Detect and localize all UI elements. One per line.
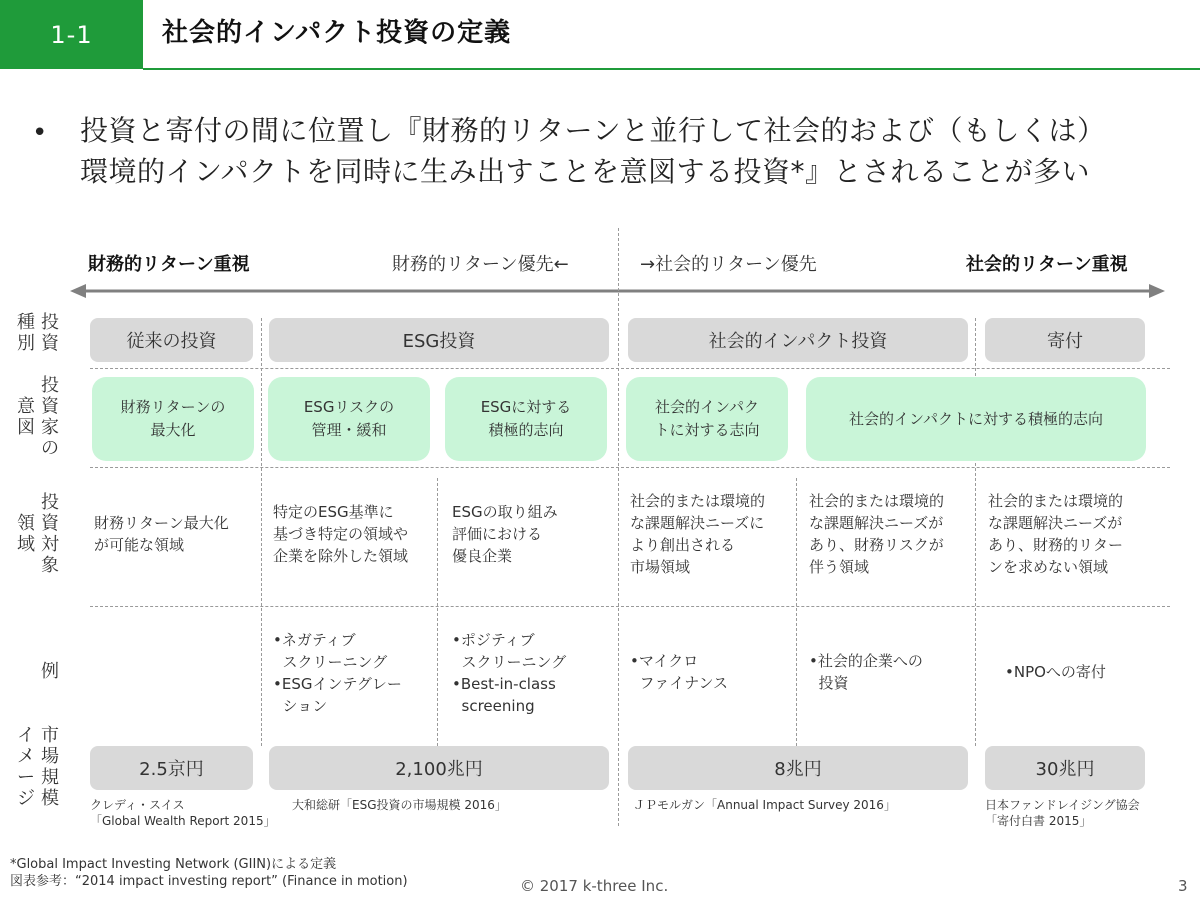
type-donation: 寄付	[985, 318, 1145, 362]
row-divider	[90, 467, 1170, 468]
intent-social-impact-positive: 社会的インパクトに対する積極的志向	[806, 377, 1146, 461]
column-divider	[261, 318, 262, 746]
example-text: •ポジティブ スクリーニング •Best-in-class screening	[452, 631, 567, 715]
section-number-badge: 1-1	[0, 0, 143, 69]
title-underline	[143, 68, 1200, 70]
row-label-type-col1: 投 資	[41, 312, 59, 354]
type-traditional: 従来の投資	[90, 318, 253, 362]
page-title: 社会的インパクト投資の定義	[162, 18, 512, 48]
example-text: •マイクロ ファイナンス	[630, 652, 729, 692]
intent-esg-positive: ESGに対する 積極的志向	[445, 377, 607, 461]
market-size-impact: 8兆円	[628, 746, 968, 790]
market-size-traditional: 2.5京円	[90, 746, 253, 790]
example-text: •NPOへの寄付	[1005, 663, 1106, 681]
spectrum-right-mid: →社会的リターン優先	[640, 254, 817, 275]
bullet-line-1: 投資と寄付の間に位置し『財務的リターンと並行して社会的および（もしくは）	[80, 114, 1106, 147]
target-text: ESGの取り組み 評価における 優良企業	[452, 503, 558, 565]
footnote-definition: *Global Impact Investing Network (GIIN)による定義	[10, 857, 337, 872]
column-divider	[796, 478, 797, 746]
source-note: 大和総研「ESG投資の市場規模 2016」	[292, 798, 507, 812]
center-divider	[618, 228, 619, 826]
bullet-line-2: 環境的インパクトを同時に生み出すことを意図する投資*』とされることが多い	[80, 155, 1091, 188]
row-label-target-col2: 領 域	[17, 513, 35, 555]
target-text: 社会的または環境的 な課題解決ニーズが あり、財務リスクが 伴う領域	[809, 492, 945, 576]
bullet-text	[80, 110, 1190, 192]
footnote-reference: 図表参考：“2014 impact investing report” (Finance in motion)	[10, 874, 408, 889]
source-note: クレディ・スイス 「Global Wealth Report 2015」	[90, 798, 276, 828]
target-text: 財務リターン最大化 が可能な領域	[94, 514, 229, 554]
target-text: 社会的または環境的 な課題解決ニーズが あり、財務的リター ンを求めない領域	[988, 492, 1124, 576]
example-text: •社会的企業への 投資	[809, 652, 923, 692]
example-text: •ネガティブ スクリーニング •ESGインテグレー ション	[273, 631, 402, 715]
target-text: 特定のESG基準に 基づき特定の領域や 企業を除外した領域	[273, 503, 409, 565]
target-text: 社会的または環境的 な課題解決ニーズに より創出される 市場領域	[630, 492, 766, 576]
spectrum-left-bold: 財務的リターン重視	[88, 254, 250, 275]
copyright: © 2017 k-three Inc.	[520, 877, 669, 895]
bullet-marker: •	[32, 118, 48, 148]
row-divider	[90, 606, 1170, 607]
intent-social-impact: 社会的インパク トに対する志向	[626, 377, 788, 461]
row-label-market-col1: 市 場 規 模	[41, 725, 59, 809]
source-note: ＪＰモルガン「Annual Impact Survey 2016」	[633, 798, 896, 812]
market-size-esg: 2,100兆円	[269, 746, 609, 790]
row-label-intent-col2: 意 図	[17, 396, 35, 438]
row-label-type-col2: 種 別	[17, 312, 35, 354]
market-size-donation: 30兆円	[985, 746, 1145, 790]
page-number: 3	[1178, 877, 1188, 895]
row-label-market-col2: イ メ ー ジ	[17, 725, 35, 809]
type-impact: 社会的インパクト投資	[628, 318, 968, 362]
intent-esg-risk: ESGリスクの 管理・緩和	[268, 377, 430, 461]
row-label-target-col1: 投 資 対 象	[41, 492, 59, 576]
spectrum-left-mid: 財務的リターン優先←	[392, 254, 569, 275]
row-divider	[90, 368, 1170, 369]
source-note: 日本ファンドレイジング協会 「寄付白書 2015」	[985, 798, 1140, 828]
type-esg: ESG投資	[269, 318, 609, 362]
row-label-example: 例	[41, 661, 59, 682]
spectrum-right-bold: 社会的リターン重視	[966, 254, 1128, 275]
intent-maximize-return: 財務リターンの 最大化	[92, 377, 254, 461]
row-label-intent-col1: 投 資 家 の	[41, 375, 59, 459]
